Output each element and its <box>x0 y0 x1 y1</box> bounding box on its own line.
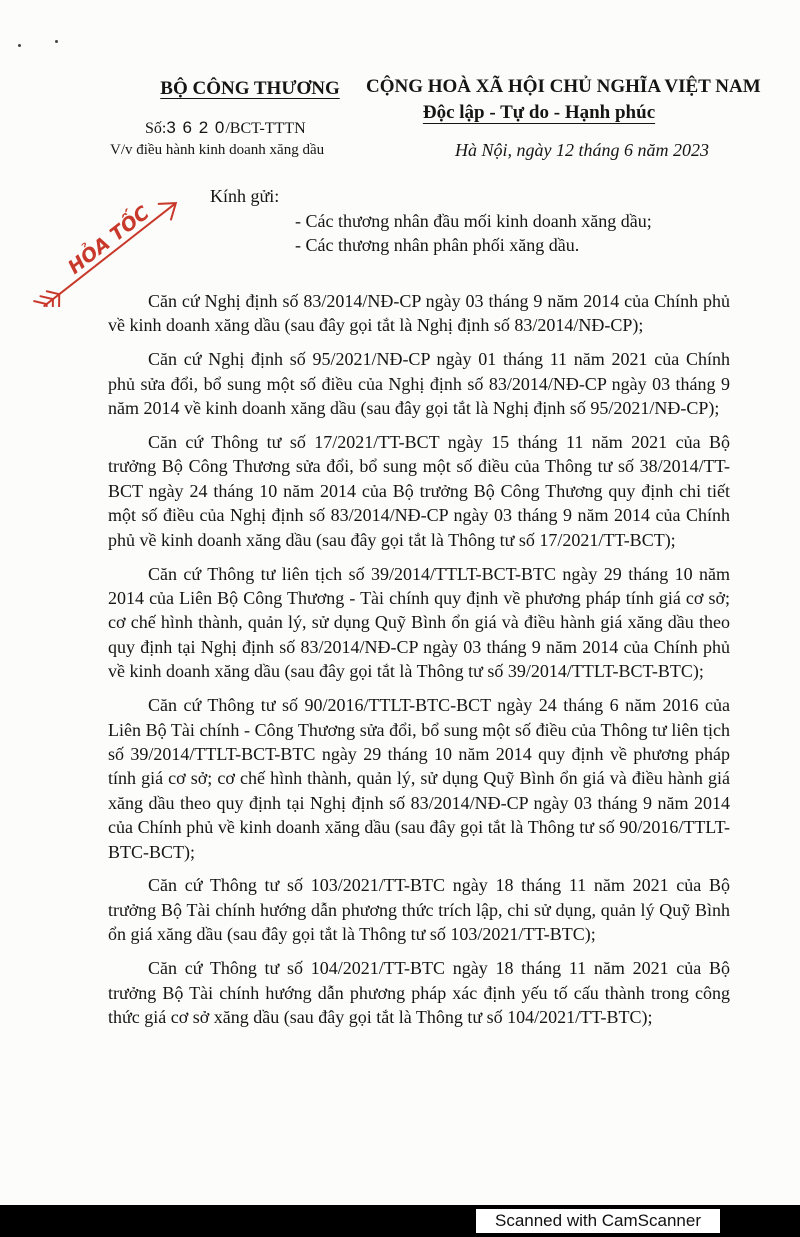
legal-basis-paragraph: Căn cứ Thông tư số 104/2021/TT-BTC ngày 18 tháng 11 năm 2021 của Bộ trưởng Bộ Tài chính hướng dẫn phương pháp xác định yếu tố cấu thành trong công thức giá cơ sở xăng dầu (sau đây gọi tắt là Thông tư số 104/2021/TT-BTC); <box>108 958 730 1027</box>
number-suffix: /BCT-TTTN <box>225 120 306 137</box>
recipient-item: - Các thương nhân đầu mối kinh doanh xăng dầu; <box>295 211 652 231</box>
scan-speck <box>55 40 58 43</box>
legal-basis-paragraph: Căn cứ Thông tư liên tịch số 39/2014/TTLT-BCT-BTC ngày 29 tháng 10 năm 2014 của Liên Bộ Công Thương - Tài chính quy định về phương pháp tính giá cơ sở; cơ chế hình thành, quản lý, sử dụng Quỹ Bình ổn giá và điều hành giá xăng dầu theo quy định tại Nghị định số 83/2014/NĐ-CP ngày 03 tháng 9 năm 2014 của Chính phủ về kinh doanh xăng dầu (sau đây gọi tắt là Thông tư số 39/2014/TTLT-BCT-BTC); <box>108 563 730 682</box>
stamp-fletching <box>40 304 52 307</box>
national-header <box>366 76 761 124</box>
document-subject: V/v điều hành kinh doanh xăng dầu <box>110 142 325 158</box>
nation-title: CỘNG HOÀ XÃ HỘI CHỦ NGHĨA VIỆT NAM <box>366 76 761 97</box>
legal-basis-paragraph: Căn cứ Thông tư số 90/2016/TTLT-BTC-BCT ngày 24 tháng 6 năm 2016 của Liên Bộ Tài chính - Công Thương sửa đổi, bổ sung một số điều của Thông tư liên tịch số 39/2014/TTLT-BCT-BTC ngày 29 tháng 10 năm 2014 quy định về phương pháp tính giá cơ sở; cơ chế hình thành, quản lý, sử dụng Quỹ Bình ổn giá và điều hành giá xăng dầu theo quy định tại Nghị định số 83/2014/NĐ-CP ngày 03 tháng 9 năm 2014 của Chính phủ về kinh doanh xăng dầu (sau đây gọi tắt là Thông tư số 90/2016/TTLT-BTC-BCT); <box>108 695 730 862</box>
stamp-fletching <box>53 294 65 307</box>
document-date: Hà Nội, ngày 12 tháng 6 năm 2023 <box>455 140 709 160</box>
document-body <box>108 289 730 1039</box>
number-prefix: Số: <box>145 120 167 137</box>
recipient-item: - Các thương nhân phân phối xăng dầu. <box>295 235 580 255</box>
national-motto: Độc lập - Tự do - Hạnh phúc <box>422 102 656 123</box>
legal-basis-paragraph: Căn cứ Nghị định số 95/2021/NĐ-CP ngày 01 tháng 11 năm 2021 của Chính phủ sửa đổi, bổ sung một số điều của Nghị định số 83/2014/NĐ-CP ngày 03 tháng 9 năm 2014 về kinh doanh xăng dầu (sau đây gọi tắt là Nghị định số 95/2021/NĐ-CP); <box>108 349 730 419</box>
recipients-greeting: Kính gửi: <box>210 186 280 206</box>
agency-block <box>150 78 350 100</box>
number-handwritten: 3 6 2 0 <box>166 118 226 137</box>
agency-name: BỘ CÔNG THƯƠNG <box>160 78 340 99</box>
legal-basis-paragraph: Căn cứ Thông tư số 17/2021/TT-BCT ngày 15 tháng 11 năm 2021 của Bộ trưởng Bộ Công Thương sửa đổi, bổ sung một số điều của Thông tư số 38/2014/TT-BCT ngày 24 tháng 10 năm 2014 của Bộ trưởng Bộ Công Thương quy định chi tiết một số điều của Nghị định số 83/2014/NĐ-CP ngày 03 tháng 9 năm 2014 của Chính phủ về kinh doanh xăng dầu (sau đây gọi tắt là Thông tư số 17/2021/TT-BCT); <box>108 432 730 550</box>
stamp-label: HỎA TỐC <box>63 201 154 279</box>
legal-basis-paragraph: Căn cứ Thông tư số 103/2021/TT-BTC ngày 18 tháng 11 năm 2021 của Bộ trưởng Bộ Tài chính hướng dẫn phương thức trích lập, chi sử dụng, quản lý Quỹ Bình ổn giá xăng dầu (sau đây gọi tắt là Thông tư số 103/2021/TT-BTC); <box>108 875 730 945</box>
scan-speck <box>18 44 21 47</box>
legal-basis-paragraph: Căn cứ Nghị định số 83/2014/NĐ-CP ngày 03 tháng 9 năm 2014 của Chính phủ về kinh doanh xăng dầu (sau đây gọi tắt là Nghị định số 83/2014/NĐ-CP); <box>108 291 730 336</box>
document-number <box>145 118 306 138</box>
scanner-watermark: Scanned with CamScanner <box>476 1209 720 1233</box>
